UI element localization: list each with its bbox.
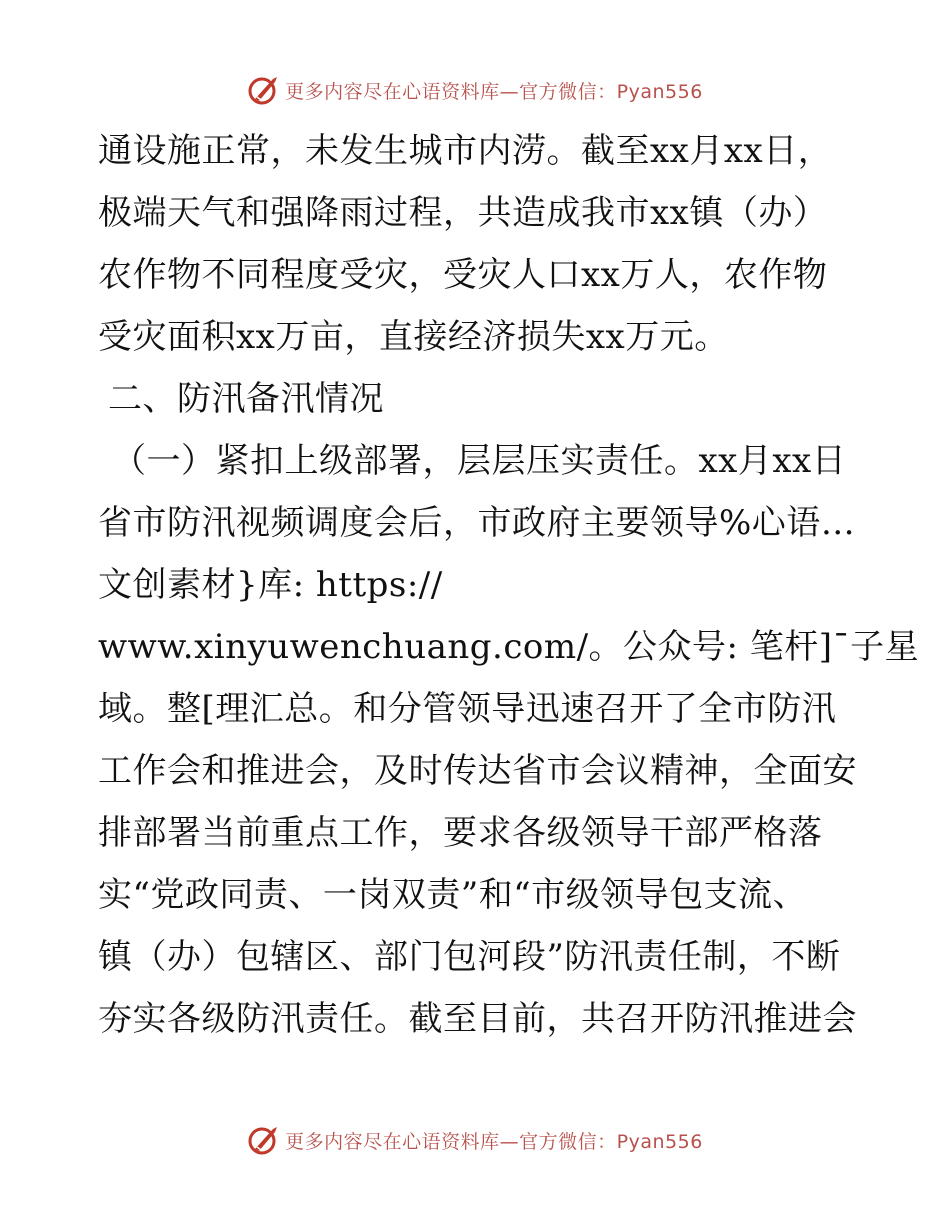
text-line: www.xinyuwenchuang.com/。公众号: 笔杆]¯子星 — [98, 627, 920, 667]
text-line: 夯实各级防汛责任。截至目前，共召开防汛推进会 — [98, 999, 857, 1039]
section-heading: 二、防汛备汛情况 — [108, 379, 384, 419]
text-line: 极端天气和强降雨过程，共造成我市xx镇（办） — [98, 193, 828, 233]
text-line: 省市防汛视频调度会后，市政府主要领导%心语… — [98, 503, 856, 543]
header-watermark-banner — [0, 70, 950, 110]
text-line: 通设施正常，未发生城市内涝。截至xx月xx日， — [98, 131, 833, 171]
document-body — [98, 120, 920, 1050]
text-line: 镇（办）包辖区、部门包河段”防汛责任制，不断 — [98, 937, 841, 977]
text-line: 农作物不同程度受灾，受灾人口xx万人，农作物 — [98, 255, 828, 295]
quill-pen-logo-icon — [247, 1123, 281, 1157]
footer-watermark-banner — [0, 1120, 950, 1160]
subsection-heading-line: （一）紧扣上级部署，层层压实责任。xx月xx日 — [112, 441, 847, 481]
text-line: 文创素材}库: https:// — [98, 565, 443, 605]
text-line: 工作会和推进会，及时传达省市会议精神，全面安 — [98, 751, 857, 791]
text-line: 排部署当前重点工作，要求各级领导干部严格落 — [98, 813, 823, 853]
text-line: 受灾面积xx万亩，直接经济损失xx万元。 — [98, 317, 729, 357]
quill-pen-logo-icon — [247, 73, 281, 107]
text-line: 实“党政同责、一岗双责”和“市级领导包支流、 — [98, 875, 808, 915]
watermark-text: 更多内容尽在心语资料库—官方微信：Pyan556 — [285, 1130, 703, 1153]
text-line: 域。整[理汇总。和分管领导迅速召开了全市防汛 — [98, 689, 837, 729]
watermark-text: 更多内容尽在心语资料库—官方微信：Pyan556 — [285, 80, 703, 103]
